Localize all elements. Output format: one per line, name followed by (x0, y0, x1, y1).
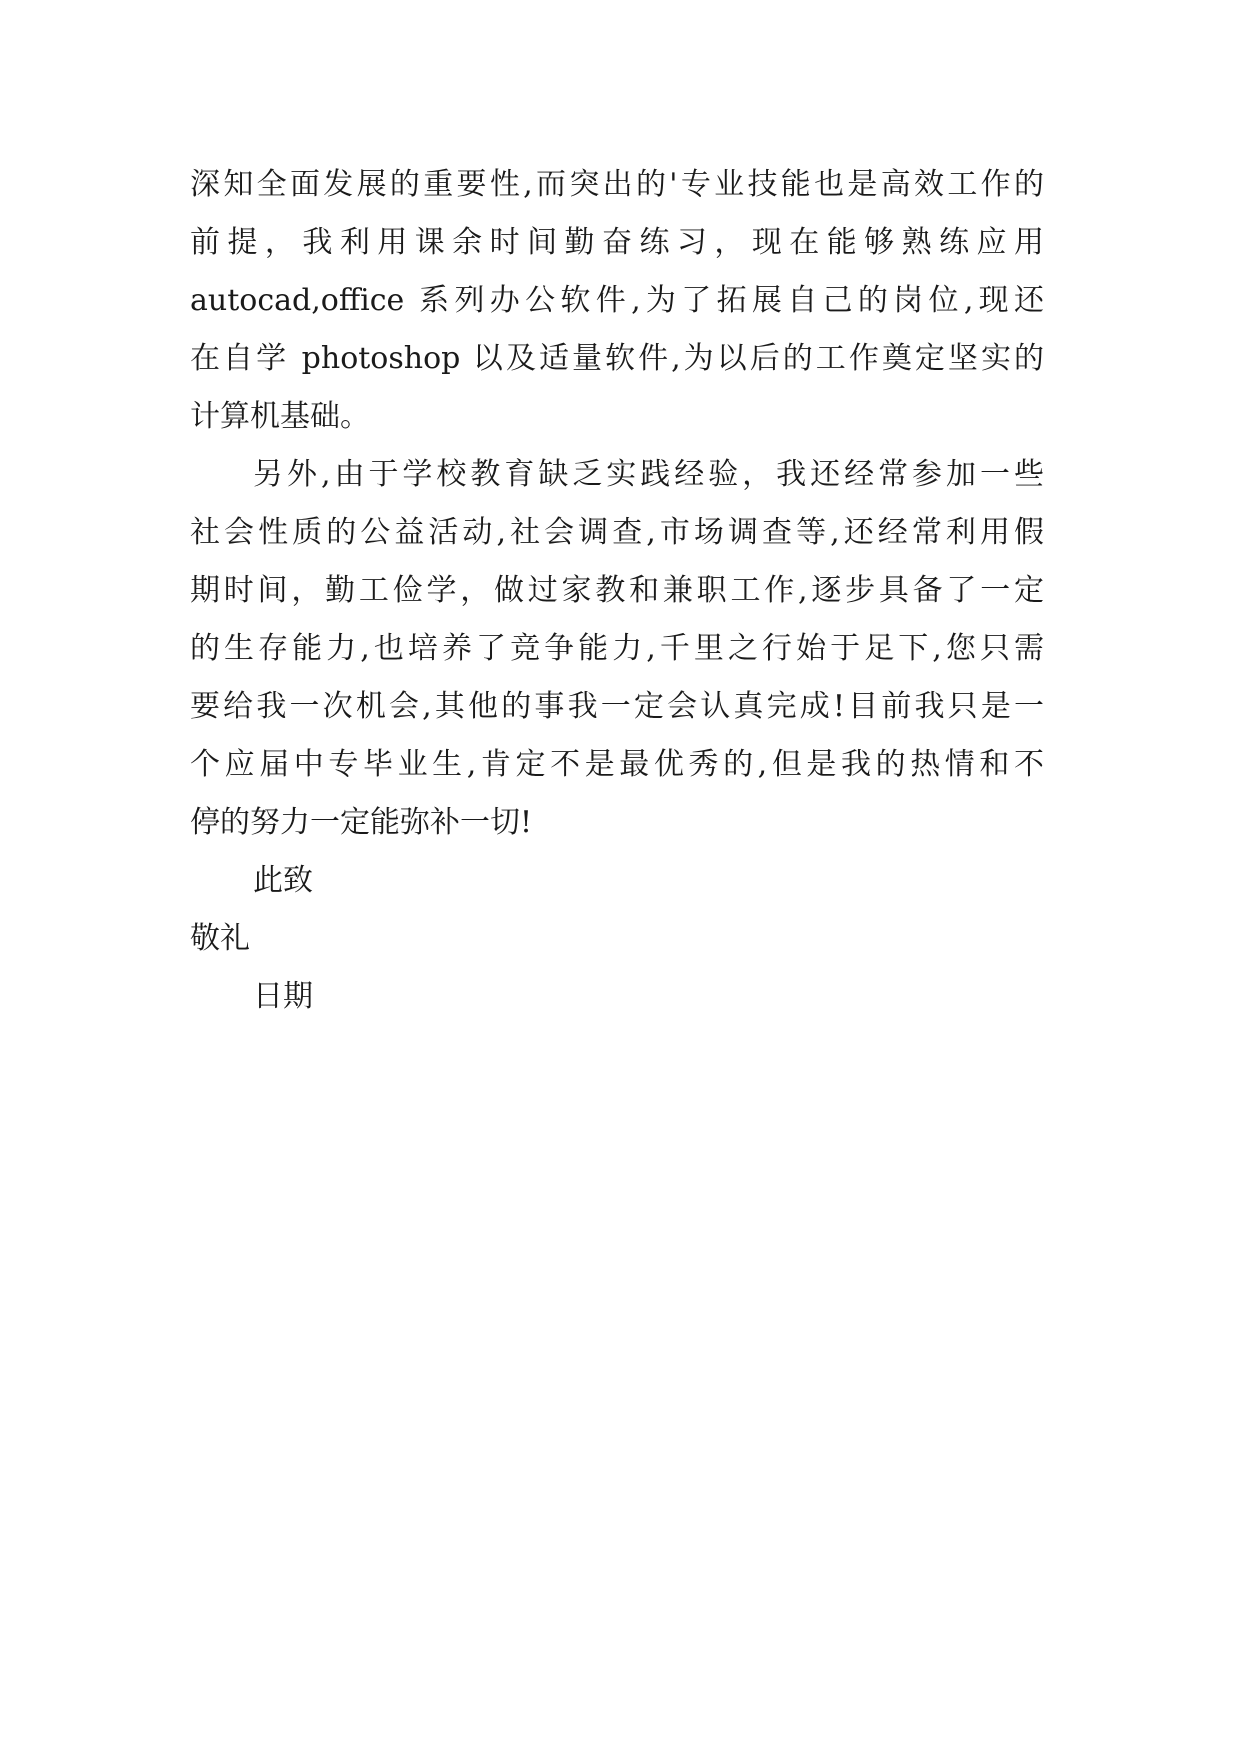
text-line: 期时间，勤工俭学，做过家教和兼职工作,逐步具备了一定 (190, 573, 1044, 608)
text-line: 社会性质的公益活动,社会调查,市场调查等,还经常利用假 (190, 515, 1044, 550)
salutation-text: 敬礼 (190, 921, 250, 956)
text-line: 深知全面发展的重要性,而突出的'专业技能也是高效工作的 (190, 167, 1044, 202)
closing-text: 此致 (253, 863, 313, 898)
text-line: 的生存能力,也培养了竞争能力,千里之行始于足下,您只需 (190, 631, 1044, 666)
text-line: 在自学 photoshop 以及适量软件,为以后的工作奠定坚实的 (190, 341, 1044, 376)
text-line: 要给我一次机会,其他的事我一定会认真完成!目前我只是一 (190, 689, 1044, 724)
text-line: autocad,office 系列办公软件,为了拓展自己的岗位,现还 (190, 283, 1044, 318)
text-line: 前提，我利用课余时间勤奋练习，现在能够熟练应用 (190, 225, 1044, 260)
text-line: 计算机基础。 (190, 399, 370, 434)
text-line: 停的努力一定能弥补一切! (190, 805, 533, 840)
text-line: 另外,由于学校教育缺乏实践经验，我还经常参加一些 (253, 457, 1044, 492)
date-label: 日期 (253, 979, 313, 1014)
text-line: 个应届中专毕业生,肯定不是最优秀的,但是我的热情和不 (190, 747, 1044, 782)
